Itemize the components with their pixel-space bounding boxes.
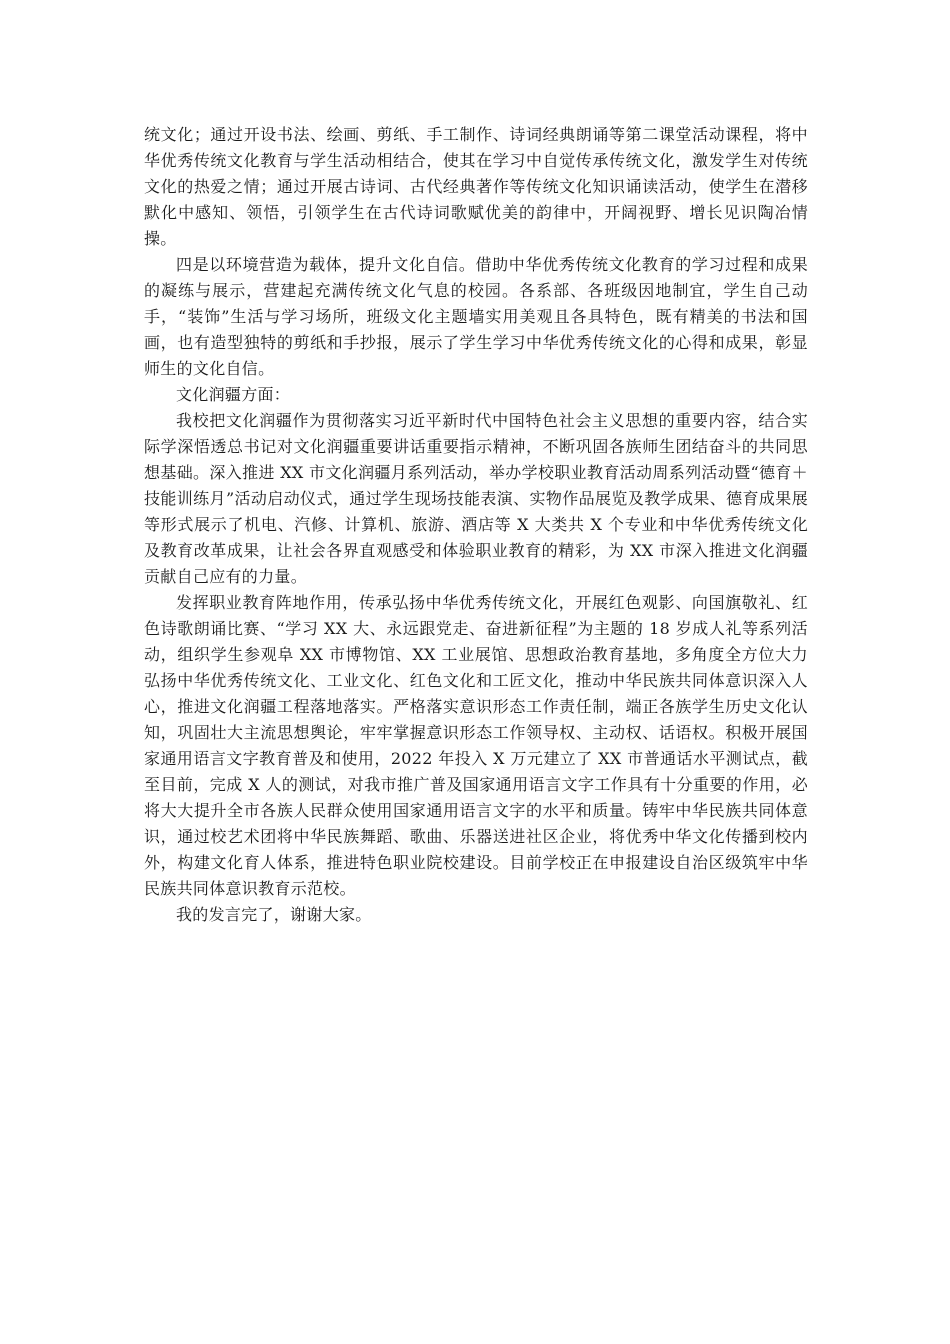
- paragraph-environment-cultural-confidence: 四是以环境营造为载体，提升文化自信。借助中华优秀传统文化教育的学习过程和成果的凝练与展示，营建起充满传统文化气息的校园。各系部、各班级因地制宜，学生自己动手，“装饰”生活与学习场所，班级文化主题墙实用美观且各具特色，既有精美的书法和国画，也有造型独特的剪纸和手抄报，展示了学生学习中华优秀传统文化的心得和成果，彰显师生的文化自信。: [144, 255, 808, 378]
- paragraph-traditional-culture-activities: 统文化；通过开设书法、绘画、剪纸、手工制作、诗词经典朗诵等第二课堂活动课程，将中华优秀传统文化教育与学生活动相结合，使其在学习中自觉传承传统文化，激发学生对传统文化的热爱之情；通过开展古诗词、古代经典著作等传统文化知识诵读活动，使学生在潜移默化中感知、领悟，引领学生在古代诗词歌赋优美的韵律中，开阔视野、增长见识陶冶情操。: [144, 125, 808, 248]
- paragraph-closing-remark: 我的发言完了，谢谢大家。: [176, 905, 372, 924]
- document-body: [144, 122, 808, 928]
- section-heading-cultural-enrichment: 文化润疆方面：: [176, 385, 291, 404]
- paragraph-vocational-education-role: 发挥职业教育阵地作用，传承弘扬中华优秀传统文化，开展红色观影、向国旗敬礼、红色诗歌朗诵比赛、“学习 XX 大、永远跟党走、奋进新征程”为主题的 18 岁成人礼等系列活动，组织学生参观阜 XX 市博物馆、XX 工业展馆、思想政治教育基地，多角度全方位大力弘扬中华优秀传统文化、工业文化、红色文化和工匠文化，推动中华民族共同体意识深入人心，推进文化润疆工程落地落实。严格落实意识形态工作责任制，端正各族学生历史文化认知，巩固壮大主流思想舆论，牢牢掌握意识形态工作领导权、主动权、话语权。积极开展国家通用语言文字教育普及和使用，2022 年投入 X 万元建立了 XX 市普通话水平测试点，截至目前，完成 X 人的测试，对我市推广普及国家通用语言文字工作具有十分重要的作用，必将大大提升全市各族人民群众使用国家通用语言文字的水平和质量。铸牢中华民族共同体意识，通过校艺术团将中华民族舞蹈、歌曲、乐器送进社区企业，将优秀中华文化传播到校内外，构建文化育人体系，推进特色职业院校建设。目前学校正在申报建设自治区级筑牢中华民族共同体意识教育示范校。: [144, 593, 808, 898]
- paragraph-cultural-enrichment-activities: 我校把文化润疆作为贯彻落实习近平新时代中国特色社会主义思想的重要内容，结合实际学深悟透总书记对文化润疆重要讲话重要指示精神，不断巩固各族师生团结奋斗的共同思想基础。深入推进 XX 市文化润疆月系列活动，举办学校职业教育活动周系列活动暨“德育＋技能训练月”活动启动仪式，通过学生现场技能表演、实物作品展览及教学成果、德育成果展等形式展示了机电、汽修、计算机、旅游、酒店等 X 大类共 X 个专业和中华优秀传统文化及教育改革成果，让社会各界直观感受和体验职业教育的精彩，为 XX 市深入推进文化润疆贡献自己应有的力量。: [144, 411, 808, 586]
